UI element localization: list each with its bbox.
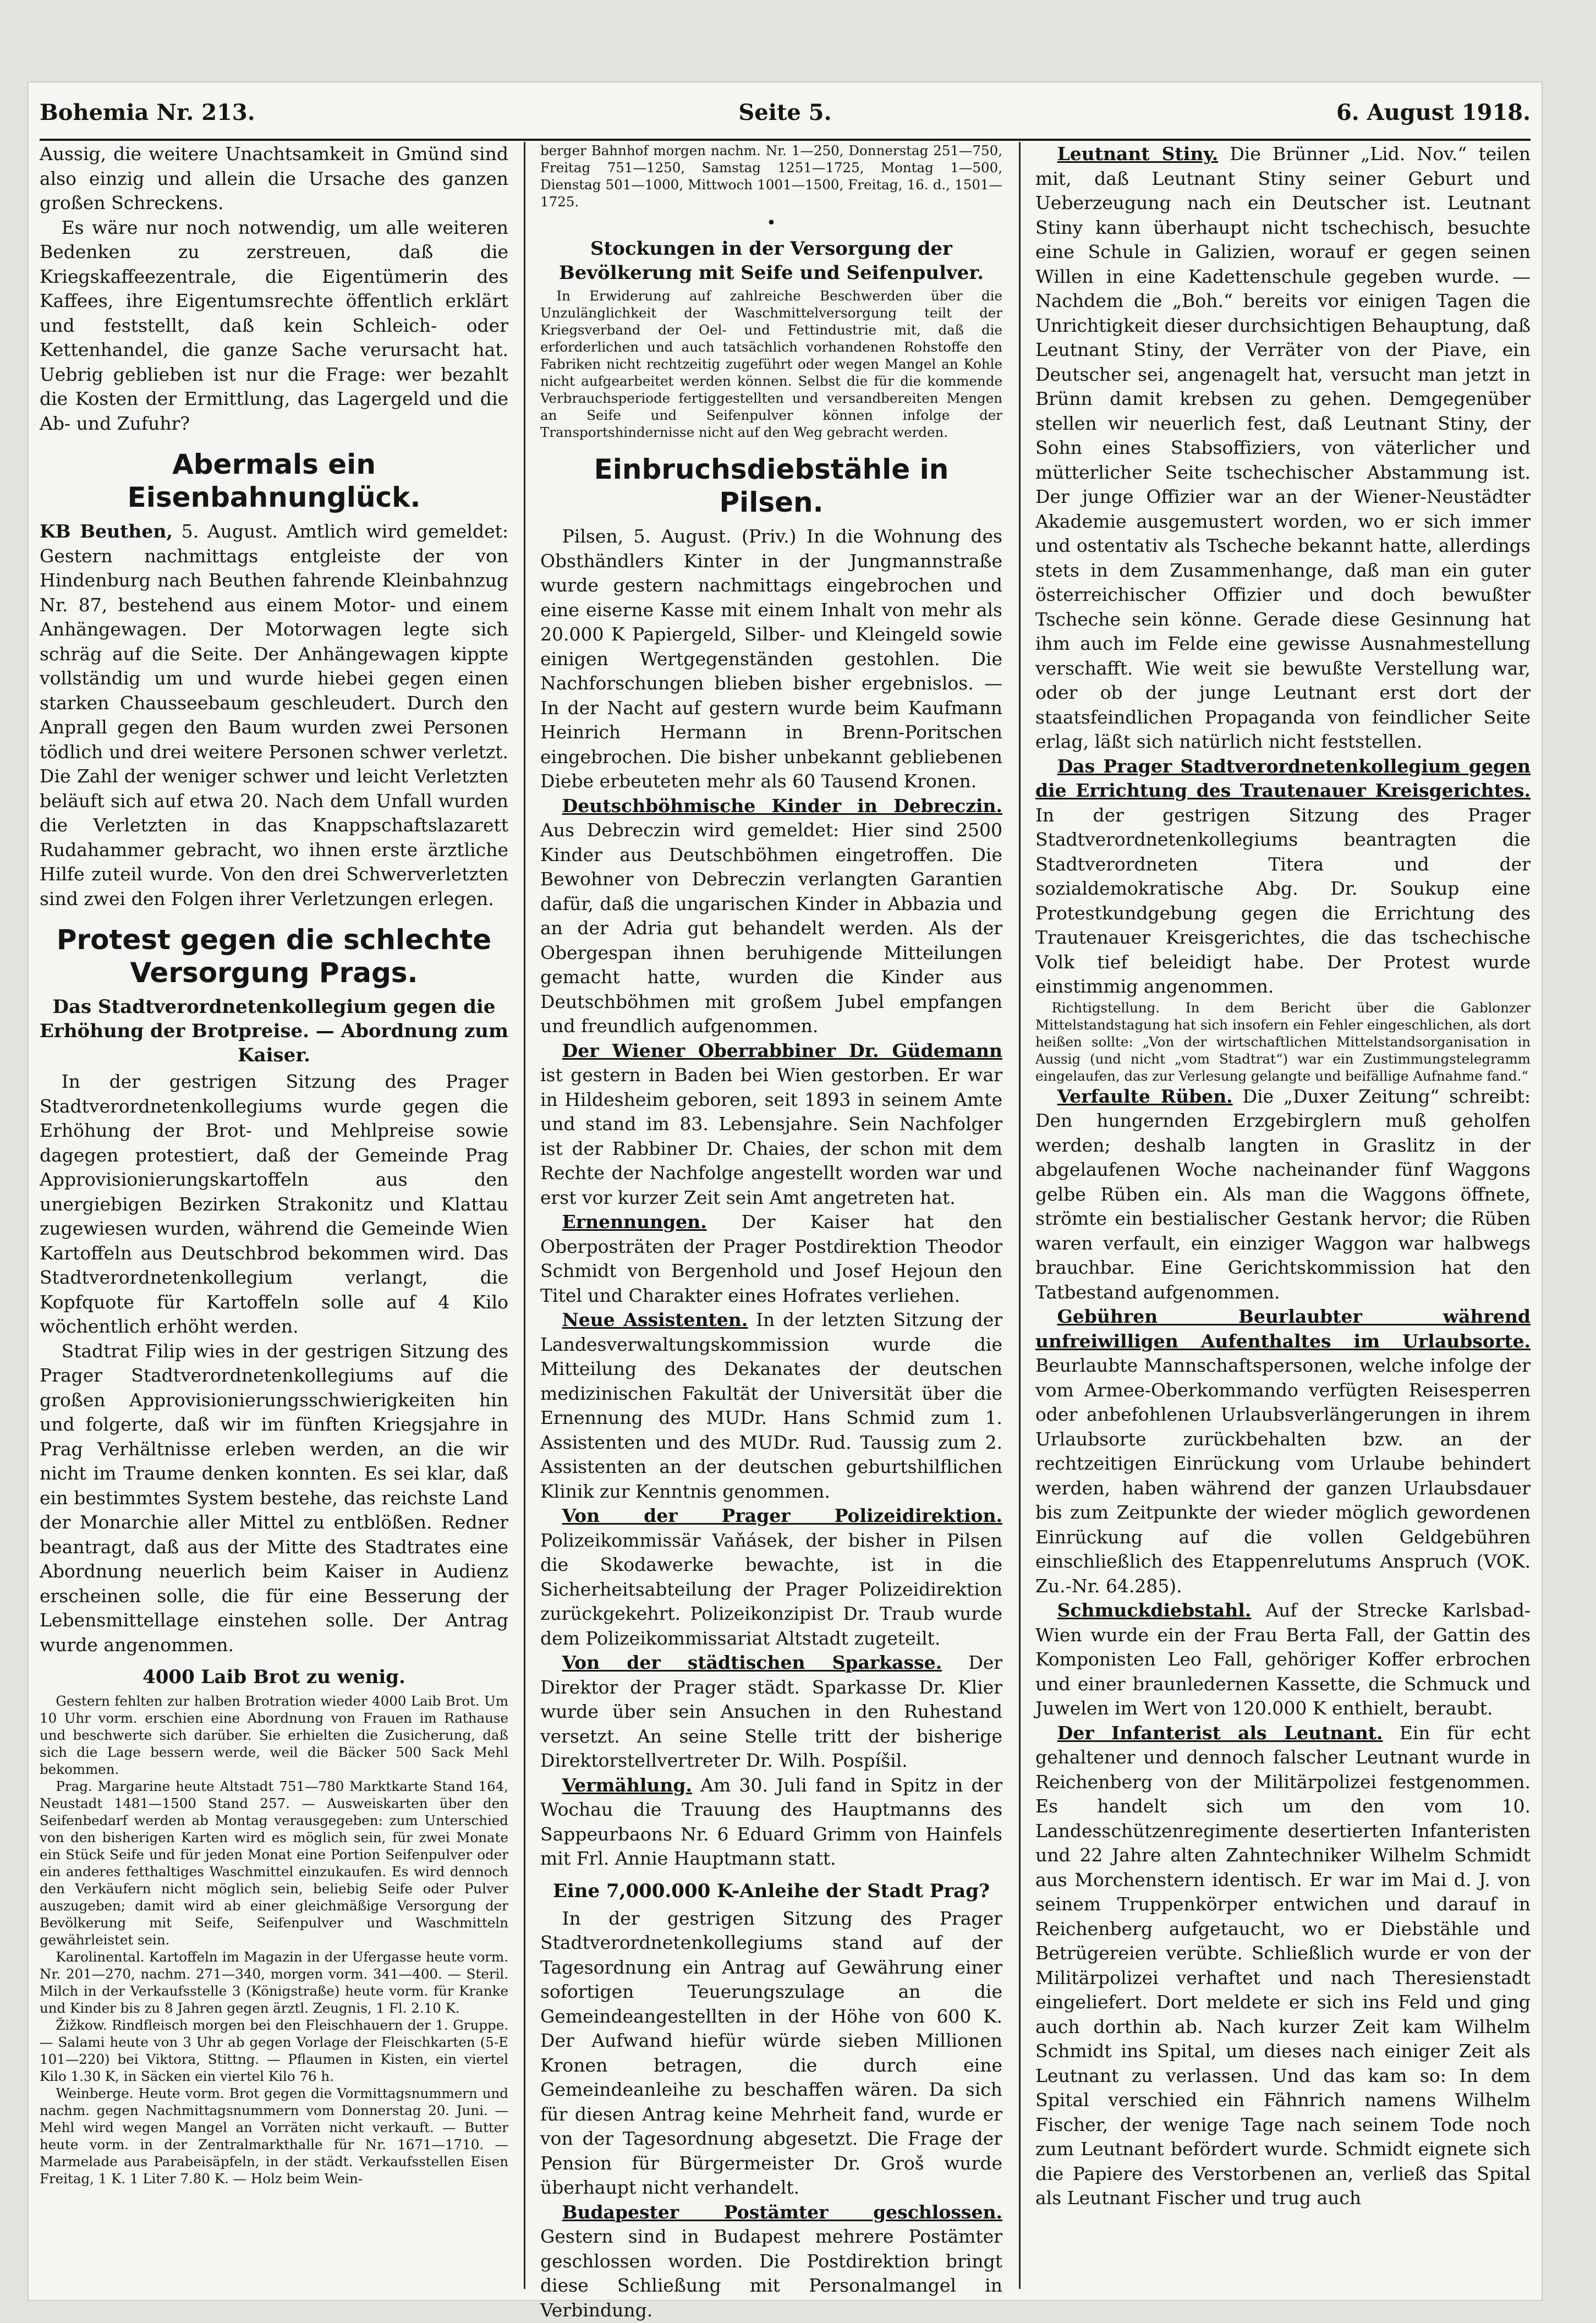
dateline: KB Beuthen, xyxy=(40,521,173,542)
article-paragraph: Aussig, die weitere Unachtsamkeit in Gmünd sind also einzig und allein die Ursache des ganzen großen Schreckens. xyxy=(40,143,508,213)
article-text: In der gestrigen Sitzung des Prager Stadtverordnetenkollegiums beantragten die Stadtverordneten Titera und der sozialdemokratische Abg. Dr. Soukup eine Protestkundgebung gegen die Errichtung des Trautenauer Kreisgerichtes, die das tschechische Volk tief beleidigt habe. Der Protest wurde einstimmig angenommen. xyxy=(1035,804,1531,997)
item-keyword: Budapester Postämter geschlossen. xyxy=(562,2201,1002,2223)
item-keyword: Von der städtischen Sparkasse. xyxy=(562,1652,942,1673)
item-keyword: Der Wiener Oberrabbiner Dr. Güdemann xyxy=(562,1039,1002,1061)
article-text: Aus Debreczin wird gemeldet: Hier sind 2500 Kinder aus Deutschböhmen eingetroffen. Die Bewohner von Debreczin verlangten Garantien dafür, daß die ungarischen Kinder in Abbazia und an der Adria gut behandelt werden. Als der Obergespan ihnen beruhigende Mitteilungen gemacht hatte, wurden die Kinder aus Deutschböhmen mit großem Jubel empfangen und freundlich aufgenommen. xyxy=(540,819,1002,1037)
column-divider xyxy=(1019,142,1021,2289)
issue-date: 6. August 1918. xyxy=(1336,100,1531,125)
article-paragraph xyxy=(1035,1305,1531,1598)
article-paragraph xyxy=(540,2200,1002,2323)
article-text: Die „Duxer Zeitung“ schreibt: Den hungernden Erzgebirglern muß geholfen werden; deshalb langten in Graslitz in der abgelaufenen Woche nacheinander fünf Waggons gelbe Rüben ein. Als man die Waggons öffnete, strömte ein bestialischer Gestank hervor; die Rüben waren verfault, ein einziger Waggon war halbwegs brauchbar. Eine Gerichtskommission hat den Tatbestand aufgenommen. xyxy=(1035,1085,1531,1303)
article-paragraph xyxy=(540,1308,1002,1504)
header-rule xyxy=(40,139,1531,141)
item-keyword: Das Prager Stadtverordnetenkollegium gegen die Errichtung des Trautenauer Kreisgerichtes. xyxy=(1035,755,1531,801)
page-header xyxy=(40,88,1531,138)
notice-block xyxy=(540,142,1002,210)
issue-number: Bohemia Nr. 213. xyxy=(40,100,255,125)
notice-paragraph: Richtigstellung. In dem Bericht über die Gablonzer Mittelstandstagung hat sich insofern ein Fehler eingeschlichen, als dort heißen sollte: „Von der wirtschaftlichen Mittelstandsorganisation in Aussig (und nicht „vom Stadtrat“) war ein Zustimmungstelegramm eingelaufen, das zur Verlesung gelangte und beifällige Aufnahme fand.“ xyxy=(1035,999,1531,1084)
article-text: Die Brünner „Lid. Nov.“ teilen mit, daß Leutnant Stiny seiner Geburt und Ueberzeugung nach ein Deutscher ist. Leutnant Stiny kann überhaupt nicht tschechisch, besuchte eine Schule in Galizien, worauf er gegen seinen Willen in eine Kadettenschule gegeben wurde. — Nachdem die „Boh.“ bereits vor einigen Tagen die Unrichtigkeit dieser durchsichtigen Behauptung, daß Leutnant Stiny, der Verräter von der Piave, ein Deutscher sei, angenagelt hat, versucht man jetzt in Brünn damit krebsen zu gehen. Demgegenüber stellen wir neuerlich fest, daß Leutnant Stiny, der Sohn eines Stabsoffiziers, von väterlicher und mütterlicher Seite tschechischer Abstammung ist. Der junge Offizier war an der Wiener-Neustädter Akademie ausgemustert worden, wo er sich immer und ostentativ als Tscheche bekannt hatte, allerdings stets in dem Zusammenhange, daß man ein guter österreichischer Offizier und doch bewußter Tscheche sein könne. Gerade diese Gesinnung hat ihm auch im Felde eine gewisse Ausnahmestellung verschafft. Wie weit sie bewußte Verstellung war, oder ob der junge Leutnant erst dort der staatsfeindlichen Propaganda von feindlicher Seite erlag, läßt sich natürlich nicht feststellen. xyxy=(1035,143,1531,752)
article-paragraph xyxy=(1035,754,1531,999)
item-keyword: Gebühren Beurlaubter während unfreiwilligen Aufenthaltes im Urlaubsorte. xyxy=(1035,1306,1531,1352)
notice-paragraph: In Erwiderung auf zahlreiche Beschwerden über die Unzulänglichkeit der Waschmittelversorgung teilt der Kriegsverband der Oel- und Fettindustrie mit, daß die erforderlichen und auch tatsächlich vorhandenen Rohstoffe den Fabriken nicht rechtzeitig zugeführt oder wegen Mangel an Kohle nicht aufgearbeitet werden können. Selbst die für die kommende Verbrauchsperiode fertiggestellten und versandbereiten Mengen an Seife und Seifenpulver können infolge der Transportshindernisse nicht auf den Weg gebracht werden. xyxy=(540,288,1002,440)
notice-block xyxy=(1035,999,1531,1084)
article-text: Am 30. Juli fand in Spitz in der Wochau die Trauung des Hauptmanns des Sappeurbaons Nr. 6 Eduard Grimm von Hainfels mit Frl. Annie Hauptmann statt. xyxy=(540,1774,1002,1869)
notice-block xyxy=(540,287,1002,441)
page-number: Seite 5. xyxy=(738,100,832,125)
subheadline: Das Stadtverordnetenkollegium gegen die Erhöhung der Brotpreise. — Abordnung zum Kaiser. xyxy=(40,996,508,1066)
article-paragraph: In der gestrigen Sitzung des Prager Stadtverordnetenkollegiums wurde gegen die Erhöhung der Brot- und Mehlpreise sowie dagegen protestiert, daß der Gemeinde Prag Approvisionierungskartoffeln aus den unergiebigen Bezirken Strakonitz und Klattau zugewiesen wurden, während die Gemeinde Wien Kartoffeln aus Deutschbrod bekommen wird. Das Stadtverordnetenkollegium verlangt, die Kopfquote für Kartoffeln solle auf 4 Kilo wöchentlich erhöht werden. xyxy=(40,1071,508,1337)
column-middle xyxy=(540,142,1002,2321)
notice-paragraph: Prag. Margarine heute Altstadt 751—780 Marktkarte Stand 164, Neustadt 1481—1500 Stand 257. — Ausweiskarten über den Seifenbedarf werden ab Montag verausgegeben: zum Unterschied von den bisherigen Karten wird es möglich sein, für zwei Monate ein Stück Seife und für jeden Monat eine Portion Seifenpulver oder ein anderes fetthaltiges Waschmittel einzukaufen. Es wird dennoch den Verkäufern nicht möglich sein, beliebig Seife oder Pulver auszugeben; damit wird ab einer gleichmäßige Versorgung der Bevölkerung mit Seife, Seifenpulver und Waschmitteln gewährleistet sein. xyxy=(40,1778,508,1948)
column-left xyxy=(40,142,508,2289)
article-paragraph xyxy=(540,1651,1002,1773)
article-paragraph xyxy=(540,794,1002,1039)
article-paragraph: Es wäre nur noch notwendig, um alle weiteren Bedenken zu zerstreuen, daß die Kriegskaffeezentrale, die Eigentümerin des Kaffees, ihre Eigentumsrechte öffentlich erklärt und feststellt, daß kein Schleich- oder Kettenhandel, die ganze Sache verursacht hat. Uebrig geblieben ist nur die Frage: wer bezahlt die Kosten der Ermittlung, das Lagergeld und die Ab- und Zufuhr? xyxy=(40,216,508,434)
article-text: 5. August. Amtlich wird gemeldet: Gestern nachmittags entgleiste der von Hindenburg nach Beuthen fahrende Kleinbahnzug Nr. 87, bestehend aus einem Motor- und einem Anhängewagen. Der Motorwagen legte sich schräg auf die Seite. Der Anhängewagen kippte vollständig um und wurde hiebei gegen einen starken Chausseebaum geschleudert. Durch den Anprall gegen den Baum wurden zwei Personen tödlich und drei weitere Personen schwer verletzt. Die Zahl der weniger schwer und leicht Verletzten beläuft sich auf etwa 20. Nach dem Unfall wurden die Verletzten in das Knappschaftslazarett Rudahammer gebracht, wo ihnen erste ärztliche Hilfe zuteil wurde. Von den drei Schwerverletzten sind zwei den Folgen ihrer Verletzungen erlegen. xyxy=(40,521,508,910)
article-paragraph xyxy=(540,1504,1002,1651)
item-keyword: Schmuckdiebstahl. xyxy=(1057,1599,1252,1621)
headline-railway-accident: Abermals ein Eisenbahnunglück. xyxy=(127,448,421,513)
item-keyword: Vermählung. xyxy=(562,1774,692,1796)
headline-bread-shortage: 4000 Laib Brot zu wenig. xyxy=(142,1666,405,1688)
notice-paragraph: Gestern fehlten zur halben Brotration wieder 4000 Laib Brot. Um 10 Uhr vorm. erschien eine Abordnung von Frauen im Rathause und beschwerte sich darüber. Sie erhielten die Zusicherung, daß sich die Lage bessern werde, weil die Bäcker 500 Sack Mehl bekommen. xyxy=(40,1693,508,1777)
item-keyword: Leutnant Stiny. xyxy=(1057,143,1219,165)
item-keyword: Verfaulte Rüben. xyxy=(1057,1085,1233,1107)
article-text: Gestern sind in Budapest mehrere Postämter geschlossen worden. Die Postdirektion bringt diese Schließung mit Personalmangel in Verbindung. xyxy=(540,2226,1002,2321)
article-paragraph xyxy=(1035,1721,1531,2211)
section-separator: • xyxy=(766,213,776,233)
article-text: Der Kaiser hat den Oberposträten der Prager Postdirektion Theodor Schmidt von Bergenhold und Josef Hejoun den Titel und Charakter eines Hofrates verliehen. xyxy=(540,1211,1002,1306)
article-text: ist gestern in Baden bei Wien gestorben. Er war in Hildesheim geboren, seit 1893 in seinem Amte und stand im 83. Lebensjahre. Sein Nachfolger ist der Rabbiner Dr. Chaies, der schon mit dem Rechte der Nachfolge angestellt worden war und erst vor kurzer Zeit sein Amt angetreten hat. xyxy=(540,1064,1002,1208)
item-keyword: Neue Assistenten. xyxy=(562,1309,748,1330)
notice-paragraph: Weinberge. Heute vorm. Brot gegen die Vormittagsnummern und nachm. gegen Nachmittagsnummern vom Donnerstag 20. Juni. — Mehl wird wegen Mangel an Vorräten nicht verkauft. — Butter heute vorm. in der Zentralmarkthalle für Nr. 1671—1710. — Marmelade aus Parabeisäpfeln, in der städt. Verkaufsstellen Eisen Freitag, 1 K. 1 Liter 7.80 K. — Holz beim Wein- xyxy=(40,2085,508,2187)
article-paragraph: In der gestrigen Sitzung des Prager Stadtverordnetenkollegiums stand auf der Tagesordnung ein Antrag auf Gewährung einer sofortigen Teuerungszulage an die Gemeindeangestellten in der Höhe von 600 K. Der Aufwand hiefür würde sieben Millionen Kronen betragen, die durch eine Gemeindeanleihe zu beschaffen wären. Da sich für diesen Antrag keine Mehrheit fand, wurde er von der Tagesordnung abgesetzt. Die Frage der Pension für Bürgermeister Dr. Groš wurde überhaupt nicht verhandelt. xyxy=(540,1907,1002,2198)
article-paragraph: Stadtrat Filip wies in der gestrigen Sitzung des Prager Stadtverordnetenkollegiums auf die großen Approvisionierungsschwierigkeiten hin und folgerte, daß wir im fünften Kriegsjahre in Prag Verhältnisse erleben werden, an die wir nicht im Traume denken konnten. Es sei klar, daß ein bestimmtes System bestehe, das reichste Land der Monarchie aller Mittel zu entblößen. Redner beantragt, daß aus der Mitte des Stadtrates eine Abordnung neuerlich beim Kaiser in Audienz erscheinen solle, die für eine Besserung der Lebensmittellage einstehen solle. Der Antrag wurde angenommen. xyxy=(40,1340,508,1656)
article-paragraph xyxy=(540,1210,1002,1308)
article-text: In der letzten Sitzung der Landesverwaltungskommission wurde die Mitteilung des Dekanates der deutschen medizinischen Fakultät der Universität über die Ernennung des MUDr. Hans Schmid zum 1. Assistenten und des MUDr. Rud. Taussig zum 2. Assistenten an der deutschen geburtshilflichen Klinik zur Kenntnis genommen. xyxy=(540,1309,1002,1502)
item-keyword: Von der Prager Polizeidirektion. xyxy=(562,1505,1002,1526)
article-text: Beurlaubte Mannschaftspersonen, welche infolge der vom Armee-Oberkommando verfügten Reisesperren oder anbefohlenen Urlaubsverlängerungen in ihrem Urlaubsorte zurückbehalten bzw. an der rechtzeitigen Einrückung vom Urlaube behindert werden, haben während der ganzen Urlaubsdauer bis zum Zeitpunkte der wieder möglich gewordenen Einrückung auf die vollen Geldgebühren einschließlich des Etappenrelutums Anspruch (VOK. Zu.-Nr. 64.285). xyxy=(1035,1355,1531,1597)
article-paragraph xyxy=(540,1773,1002,1871)
item-keyword: Ernennungen. xyxy=(562,1211,707,1232)
subheadline-soap-supply: Stockungen in der Versorgung der Bevölkerung mit Seife und Seifenpulver. xyxy=(558,238,984,284)
item-keyword: Der Infanterist als Leutnant. xyxy=(1057,1722,1383,1744)
article-text: Der Direktor der Prager städt. Sparkasse Dr. Klier wurde über sein Ansuchen in den Ruhestand versetzt. An seine Stelle tritt der bisherige Direktorstellvertreter Dr. Wilh. Pospíšil. xyxy=(540,1652,1002,1771)
article-text: Auf der Strecke Karlsbad-Wien wurde ein der Frau Berta Fall, der Gattin des Komponisten Leo Fall, gehöriger Koffer erbrochen und einer braunledernen Kassette, die Schmuck und Juwelen im Wert von 120.000 K enthielt, beraubt. xyxy=(1035,1599,1531,1719)
article-paragraph xyxy=(540,1039,1002,1210)
article-paragraph xyxy=(40,519,508,911)
article-paragraph: Pilsen, 5. August. (Priv.) In die Wohnung des Obsthändlers Kinter in der Jungmannstraße wurde gestern nachmittags eingebrochen und eine eiserne Kasse mit einem Inhalt von mehr als 20.000 K Papiergeld, Silber- und Kleingeld sowie einigen Wertgegenständen gestohlen. Die Nachforschungen blieben bisher ergebnislos. — In der Nacht auf gestern wurde beim Kaufmann Heinrich Hermann in Brenn-Poritschen eingebrochen. Die bisher unbekannt gebliebenen Diebe erbeuteten mehr als 60 Tausend Kronen. xyxy=(540,525,1002,792)
item-keyword: Deutschböhmische Kinder in Debreczin. xyxy=(562,795,1002,817)
article-paragraph xyxy=(1035,1084,1531,1305)
notice-paragraph: Karolinental. Kartoffeln im Magazin in der Ufergasse heute vorm. Nr. 201—270, nachm. 271—340, morgen vorm. 341—400. — Steril. Milch in der Verkaufsstelle 3 (Königstraße) heute vorm. für Kranke und Kinder bis zu 8 Jahren gegen ärztl. Zeugnis, 1 Fl. 2.10 K. xyxy=(40,1949,508,2016)
notice-paragraph: Žižkow. Rindfleisch morgen bei den Fleischhauern der 1. Gruppe. — Salami heute von 3 Uhr ab gegen Vorlage der Fleischkarten (5-E 101—220) bei Viktora, Stittng. — Pflaumen in Kisten, ein viertel Kilo 1.30 K, in Säcken ein viertel Kilo 76 h. xyxy=(40,2017,508,2084)
notice-paragraph: berger Bahnhof morgen nachm. Nr. 1—250, Donnerstag 251—750, Freitag 751—1250, Samstag 1251—1725, Montag 1—500, Dienstag 501—1000, Mittwoch 1001—1500, Freitag, 16. d., 1501—1725. xyxy=(540,143,1002,210)
headline-pilsen-burglary: Einbruchsdiebstähle in Pilsen. xyxy=(594,453,949,518)
article-paragraph xyxy=(1035,1598,1531,1721)
article-text: Polizeikommissär Vaňásek, der bisher in Pilsen die Skodawerke bewachte, ist in die Sicherheitsabteilung der Prager Polizeidirektion zurückgekehrt. Polizeikonzipist Dr. Traub wurde dem Polizeikommissariat Altstadt zugeteilt. xyxy=(540,1529,1002,1649)
column-divider xyxy=(524,142,525,2289)
notice-block xyxy=(40,1692,508,2187)
article-paragraph xyxy=(1035,142,1531,754)
newspaper-page xyxy=(29,83,1542,2321)
subheadline-loan: Eine 7,000.000 K-Anleihe der Stadt Prag? xyxy=(552,1880,990,1902)
article-text: Ein für echt gehaltener und dennoch falscher Leutnant wurde in Reichenberg von der Militärpolizei festgenommen. Es handelt sich um den vom 10. Landesschützenregimente desertierten Infanteristen und 22 Jahre alten Zahntechniker Wilhelm Schmidt aus Morchenstern identisch. Er war im Mai d. J. von seinem Truppenkörper entwichen und darauf in Reichenberg aufgetaucht, wo er Diebstähle und Betrügereien verübte. Schließlich wurde er von der Militärpolizei verhaftet und nach Theresienstadt eingeliefert. Dort meldete er sich ins Feld und ging auch dorthin ab. Nach kurzer Zeit kam Wilhelm Schmidt ins Spital, um dieses nach einiger Zeit als Leutnant zu verlassen. Und das kam so: In dem Spital verschied ein Fähnrich namens Wilhelm Fischer, der wenige Tage nach seinem Tode noch zum Leutnant befördert wurde. Schmidt eignete sich die Papiere des Verstorbenen an, verließ das Spital als Leutnant Fischer und trug auch xyxy=(1035,1722,1531,2209)
column-right xyxy=(1035,142,1531,2289)
headline-protest-supply: Protest gegen die schlechte Versorgung Prags. xyxy=(56,924,492,989)
